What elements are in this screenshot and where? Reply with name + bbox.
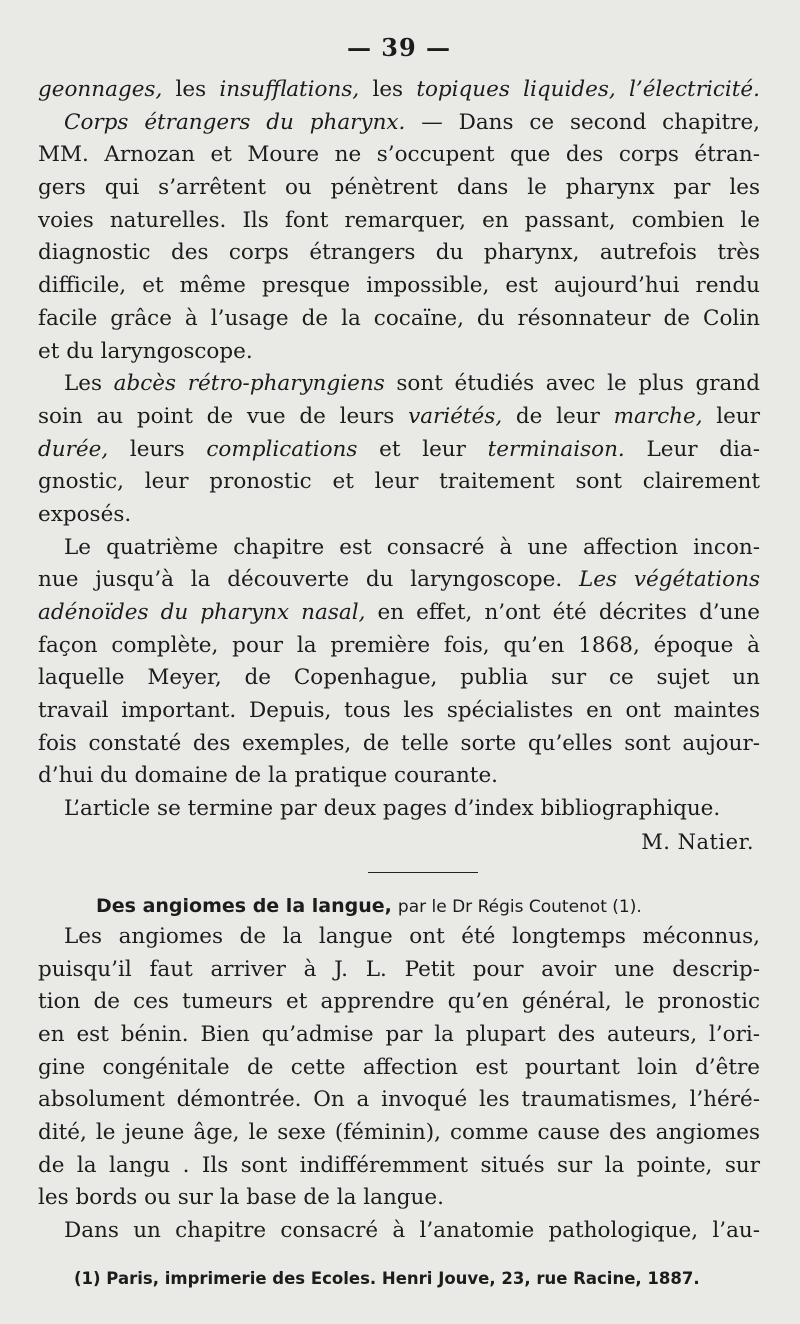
italic-text: geonnages, xyxy=(38,77,163,102)
text-line xyxy=(38,1215,760,1248)
text-run: fois constaté des exemples, de telle sorte qu’elles sont aujour- xyxy=(38,730,760,756)
article-byline: par le Dr Régis Coutenot (1). xyxy=(397,896,642,917)
text-run: gnostic, leur pronostic et leur traitement sont clairement xyxy=(38,469,760,495)
text-line xyxy=(38,205,760,238)
text-line xyxy=(38,237,760,270)
text-line xyxy=(38,303,760,336)
text-run: sont étudiés avec le plus grand xyxy=(384,371,760,397)
text-run: en est bénin. Bien qu’admise par la plupart des auteurs, l’ori- xyxy=(38,1021,760,1047)
text-line xyxy=(38,107,760,140)
italic-text: terminaison. xyxy=(487,436,625,462)
text-run: MM. Arnozan et Moure ne s’occupent que des corps étran- xyxy=(38,142,760,168)
text-run: diagnostic des corps étrangers du pharynx, autrefois très xyxy=(38,240,760,266)
text-run: Dans un chapitre consacré à l’anatomie pathologique, l’au- xyxy=(64,1218,760,1243)
text-run: L’article se termine par deux pages d’index bibliographique. xyxy=(64,796,721,822)
italic-text: l’électricité. xyxy=(628,77,760,102)
text-run: façon complète, pour la première fois, qu’en 1868, époque à xyxy=(38,632,760,658)
text-run: travail important. Depuis, tous les spécialistes en ont maintes xyxy=(38,698,760,724)
text-line xyxy=(38,74,760,107)
text-line xyxy=(38,954,760,987)
text-line xyxy=(38,172,760,205)
text-line xyxy=(38,630,760,663)
text-line xyxy=(38,921,760,954)
text-run: d’hui du domaine de la pratique courante. xyxy=(38,763,499,789)
text-line xyxy=(38,139,760,172)
text-run: Leur dia- xyxy=(624,436,760,462)
text-line xyxy=(38,597,760,630)
text-line xyxy=(38,532,760,565)
section-divider xyxy=(368,872,478,873)
body-text-block-2 xyxy=(38,921,760,1248)
text-run: les xyxy=(162,77,220,102)
text-line xyxy=(38,434,760,467)
author-signature: M. Natier. xyxy=(641,829,754,854)
italic-text: durée, xyxy=(38,436,109,462)
italic-text: complications xyxy=(206,436,358,462)
text-run: absolument démontrée. On a invoqué les traumatismes, l’héré- xyxy=(38,1087,760,1113)
text-line xyxy=(38,1182,760,1215)
text-line xyxy=(38,270,760,303)
text-run: et du laryngoscope. xyxy=(38,338,253,364)
text-run: leur xyxy=(702,403,760,429)
text-line xyxy=(38,564,760,597)
text-line xyxy=(38,401,760,434)
italic-text: marche, xyxy=(613,403,703,429)
text-run: gine congénitale de cette affection est pourtant loin d’être xyxy=(38,1054,760,1080)
text-run: gers qui s’arrêtent ou pénètrent dans le pharynx par les xyxy=(38,175,760,201)
footnote: (1) Paris, imprimerie des Ecoles. Henri Jouve, 23, rue Racine, 1887. xyxy=(74,1268,700,1288)
text-line xyxy=(38,1150,760,1183)
text-run: leurs xyxy=(108,436,207,462)
text-line xyxy=(38,1084,760,1117)
italic-text: Corps étrangers du pharynx. xyxy=(64,109,406,135)
italic-text: Les végétations xyxy=(579,567,760,593)
italic-text: adénoïdes du pharynx nasal, xyxy=(38,600,366,625)
text-line xyxy=(38,1019,760,1052)
text-run: soin au point de vue de leurs xyxy=(38,403,409,429)
text-run: facile grâce à l’usage de la cocaïne, du résonnateur de Colin xyxy=(38,305,760,331)
text-line xyxy=(38,760,760,793)
italic-text: abcès rétro-pharyngiens xyxy=(113,371,385,397)
text-run: puisqu’il faut arriver à J. L. Petit pour avoir une descrip- xyxy=(38,956,760,982)
text-line xyxy=(38,728,760,761)
text-line xyxy=(38,662,760,695)
text-run: difficile, et même presque impossible, est aujourd’hui rendu xyxy=(38,273,760,299)
page-number: — 39 — xyxy=(346,33,452,62)
text-run: les xyxy=(359,77,417,102)
text-line xyxy=(38,368,760,401)
italic-text: variétés, xyxy=(408,403,503,429)
text-run: de leur xyxy=(502,403,614,429)
italic-text: topiques liquides, xyxy=(416,77,616,102)
text-run: voies naturelles. Ils font remarquer, en passant, combien le xyxy=(38,207,760,233)
text-run: nue jusqu’à la découverte du laryngoscope. xyxy=(38,567,580,593)
text-line xyxy=(38,466,760,499)
text-run: en effet, n’ont été décrites d’une xyxy=(365,600,760,625)
text-line xyxy=(38,793,760,826)
text-run: Les xyxy=(64,371,114,397)
text-run: tion de ces tumeurs et apprendre qu’en général, le pronostic xyxy=(38,989,760,1015)
text-run: exposés. xyxy=(38,501,132,527)
text-run: — Dans ce second chapitre, xyxy=(405,109,761,135)
text-run: laquelle Meyer, de Copenhague, publia sur ce sujet un xyxy=(38,665,760,691)
text-line xyxy=(38,336,760,369)
text-run: Le quatrième chapitre est consacré à une affection incon- xyxy=(64,534,760,560)
text-run: les bords ou sur la base de la langue. xyxy=(38,1185,444,1211)
text-line xyxy=(38,695,760,728)
text-line xyxy=(38,1052,760,1085)
text-line xyxy=(38,1117,760,1150)
text-line xyxy=(38,986,760,1019)
text-run: de la langu . Ils sont indifféremment situés sur la pointe, sur xyxy=(38,1152,760,1178)
body-text-block-1 xyxy=(38,74,760,826)
text-line xyxy=(38,499,760,532)
text-run: Les angiomes de la langue ont été longtemps méconnus, xyxy=(64,923,760,949)
text-run: et leur xyxy=(357,436,488,462)
italic-text: insufflations, xyxy=(219,77,360,102)
text-run: dité, le jeune âge, le sexe (féminin), comme cause des angiomes xyxy=(38,1119,760,1145)
article-title: Des angiomes de la langue, xyxy=(96,894,392,917)
article-heading xyxy=(38,891,760,921)
text-run xyxy=(616,77,629,102)
